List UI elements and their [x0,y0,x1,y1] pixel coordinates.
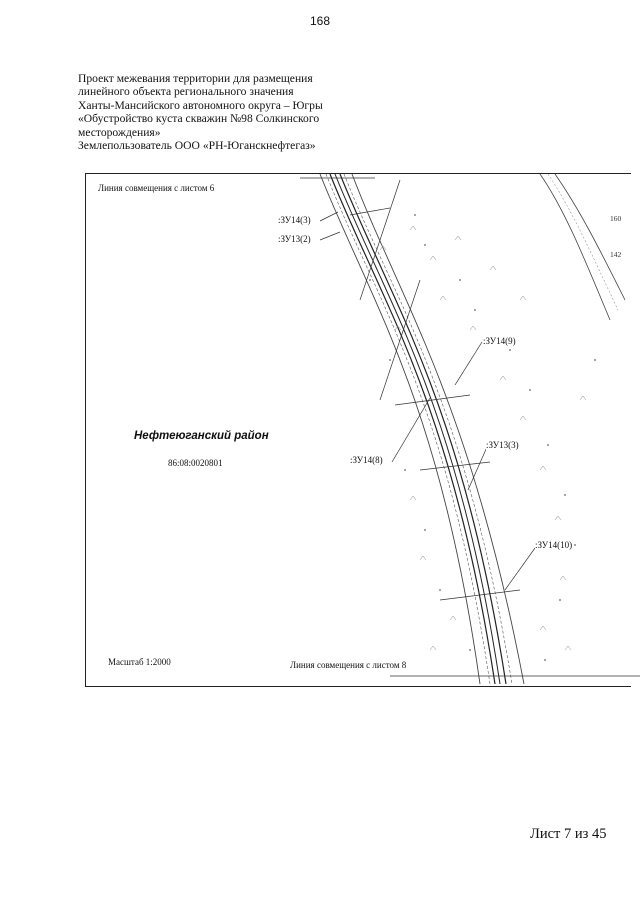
cadastral-block-label: 86:08:0020801 [168,458,223,468]
header-line: Землепользователь ООО «РН-Юганскнефтегаз» [78,139,316,153]
plot-label: :ЗУ14(8) [350,455,383,465]
district-label: Нефтеюганский район [134,430,269,442]
header-line: месторождения» [78,125,161,139]
plot-label: :ЗУ13(2) [278,234,311,244]
sheet-number: Лист 7 из 45 [530,826,607,842]
plot-label: :ЗУ13(3) [486,440,519,450]
match-line-bottom-label: Линия совмещения с листом 8 [290,660,407,670]
plot-label: :ЗУ14(3) [278,215,311,225]
plot-label: :ЗУ14(9) [483,336,516,346]
match-line-top-label: Линия совмещения с листом 6 [98,183,215,193]
elevation-mark: 160 [610,214,622,223]
header-line: линейного объекта регионального значения [78,85,294,99]
header-line: «Обустройство куста скважин №98 Солкинского [78,112,320,126]
plot-label: :ЗУ14(10) [535,540,573,550]
elevation-mark: 142 [610,250,622,259]
header-line: Проект межевания территории для размещения [78,72,313,85]
header-line: Ханты-Мансийского автономного округа – Югры [78,98,323,112]
page-number: 168 [309,14,331,28]
scale-label: Масштаб 1:2000 [108,657,171,667]
